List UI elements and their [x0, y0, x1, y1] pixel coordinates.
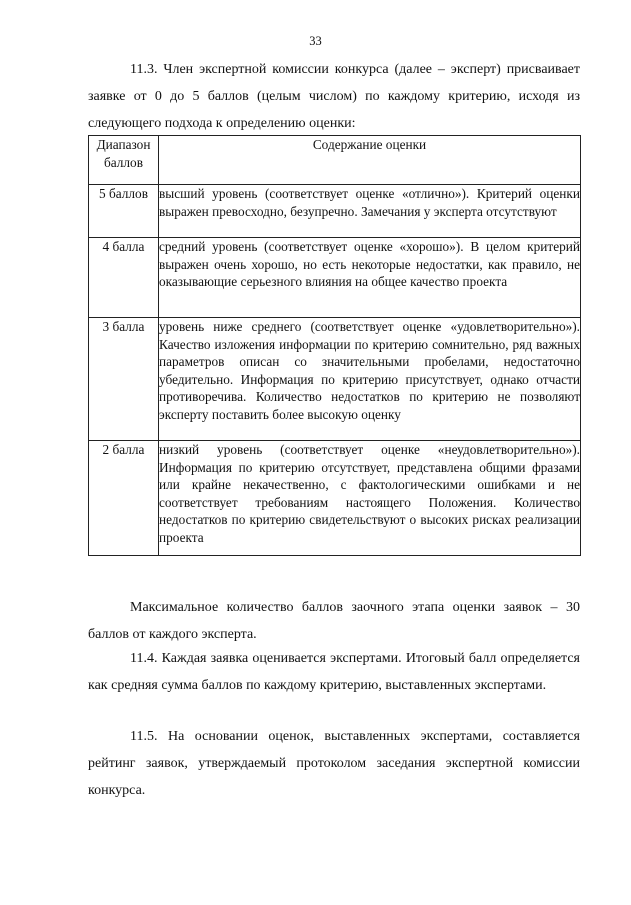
header-content: Содержание оценки	[159, 136, 581, 185]
description-cell: уровень ниже среднего (соответствует оценке «удовлетворительно»). Качество изложения информации по критерию сомнительно, ряд важных параметров описан со значительными пробелами, недостаточно убедительно. Информация по критерию присутствует, однако отчасти противоречива. Количество недостатков по критерию не позволяют эксперту поставить более высокую оценку	[159, 318, 581, 441]
paragraph-max-score: Максимальное количество баллов заочного этапа оценки заявок – 30 баллов от каждого эксперта.	[88, 600, 580, 642]
table-row	[89, 238, 581, 318]
score-cell: 4 балла	[89, 238, 159, 318]
description-cell: низкий уровень (соответствует оценке «неудовлетворительно»). Информация по критерию отсутствует, представлена общими фразами или крайне некачественно, с фактологическими ошибками и не соответствует требованиям настоящего Положения. Количество недостатков по критерию свидетельствуют о высоких рисках реализации проекта	[159, 441, 581, 556]
table-row	[89, 318, 581, 441]
paragraph-11-5: 11.5. На основании оценок, выставленных экспертами, составляется рейтинг заявок, утверждаемый протоколом заседания экспертной комиссии конкурса.	[88, 729, 580, 798]
paragraph-11-4: 11.4. Каждая заявка оценивается экспертами. Итоговый балл определяется как средняя сумма баллов по каждому критерию, выставленных экспертами.	[88, 651, 580, 693]
table-row	[89, 441, 581, 556]
scoring-table	[88, 135, 581, 556]
header-range-line1: Диапазон	[96, 137, 151, 152]
header-score-range	[89, 136, 159, 185]
table-header-row	[89, 136, 581, 185]
paragraph-11-3: 11.3. Член экспертной комиссии конкурса (далее – эксперт) присваивает заявке от 0 до 5 баллов (целым числом) по каждому критерию, исходя из следующего подхода к определению оценки:	[88, 62, 580, 131]
description-cell: средний уровень (соответствует оценке «хорошо»). В целом критерий выражен очень хорошо, но есть некоторые недостатки, как правило, не оказывающие серьезного влияния на общее качество проекта	[159, 238, 581, 318]
table-row	[89, 185, 581, 238]
description-cell: высший уровень (соответствует оценке «отлично»). Критерий оценки выражен превосходно, безупречно. Замечания у эксперта отсутствуют	[159, 185, 581, 238]
score-cell: 2 балла	[89, 441, 159, 556]
page-number: 33	[309, 34, 322, 48]
score-cell: 3 балла	[89, 318, 159, 441]
score-cell: 5 баллов	[89, 185, 159, 238]
header-range-line2: баллов	[104, 155, 143, 170]
